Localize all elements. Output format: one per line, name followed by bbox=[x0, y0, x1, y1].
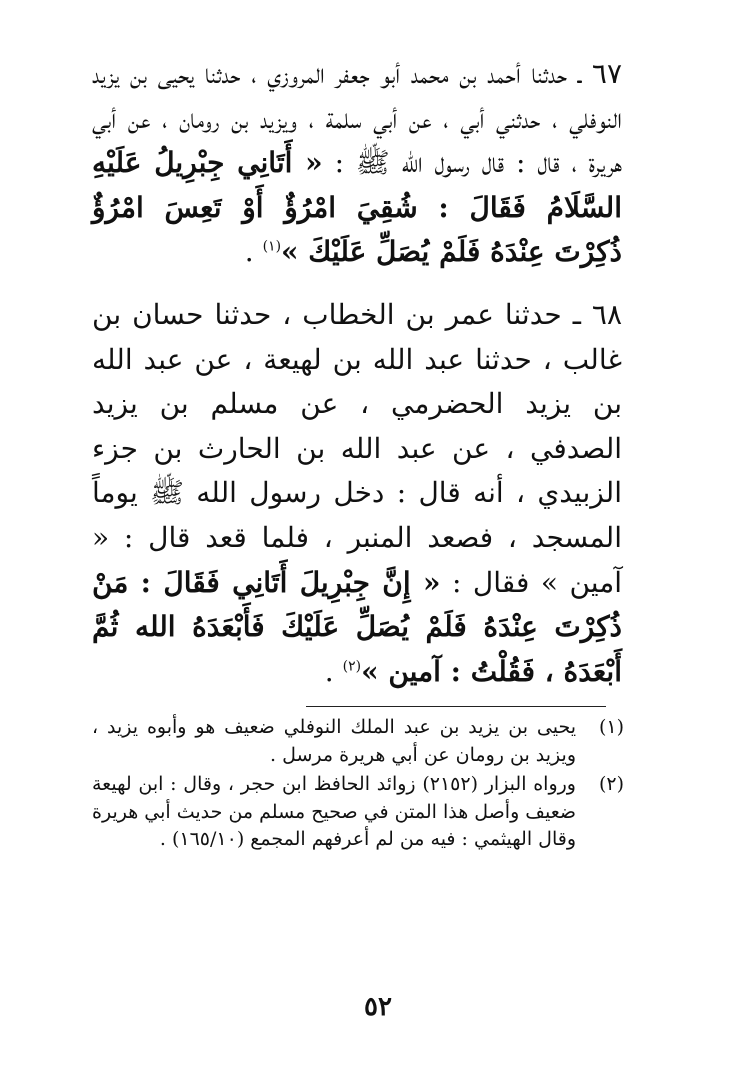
hadith-number: ٦٨ bbox=[591, 297, 622, 331]
footnote-text: يحيى بن يزيد بن عبد الملك النوفلي ضعيف هو وأبوه يزيد ، ويزيد بن رومان عن أبي هريرة مرسل . bbox=[92, 716, 576, 766]
footnote-1 bbox=[92, 714, 624, 769]
main-text bbox=[92, 52, 622, 712]
hadith-paragraph: ٦٨ ـ حدثنا عمر بن الخطاب ، حدثنا حسان بن غالب ، حدثنا عبد الله بن لهيعة ، عن عبد الله بن يزيد الحضرمي ، عن مسلم بن يزيد الصدفي ، عن عبد الله بن الحارث بن جزء الزبيدي ، أنه قال : دخل رسول الله ﷺ يوماً المسجد ، فصعد المنبر ، فلما قعد قال : « آمين » فقال : « إِنَّ جِبْرِيلَ أَتَانِي فَقَالَ : مَنْ ذُكِرْتَ عِنْدَهُ فَلَمْ يُصَلِّ عَلَيْكَ فَأَبْعَدَهُ الله ثُمَّ أَبْعَدَهُ ، فَقُلْتُ : آمين »$^{(٢)}$ . bbox=[92, 297, 623, 688]
footnote-divider bbox=[306, 706, 606, 707]
footnote-ref[interactable]: (٢) bbox=[342, 658, 362, 675]
hadith-number: ٦٧ bbox=[591, 57, 622, 90]
footnote-marker: (١) bbox=[598, 716, 624, 738]
hadith-intro: حدثنا عمر بن الخطاب ، حدثنا حسان بن غالب ، حدثنا عبد الله بن لهيعة ، عن عبد الله بن يزيد الحضرمي ، عن مسلم بن يزيد الصدفي ، عن عبد الله بن الحارث بن جزء الزبيدي ، أنه قال : دخل رسول الله ﷺ يوماً المسجد ، فصعد المنبر ، فلما قعد قال : « آمين » فقال : bbox=[92, 297, 623, 599]
hadith-quote: « أَتَانِي جِبْرِيلُ عَلَيْهِ السَّلَامُ فَقَالَ : شُقِيَ امْرُؤٌ أَوْ تَعِسَ امْرُؤٌ ذُكِرْتَ عِنْدَهُ فَلَمْ يُصَلِّ عَلَيْكَ » bbox=[92, 146, 622, 269]
hadith-ending: . bbox=[244, 235, 263, 269]
footnote-text: ورواه البزار (٢١٥٢) زوائد الحافظ ابن حجر ، وقال : ابن لهيعة ضعيف وأصل هذا المتن في صحيح مسلم من حديث أبي هريرة وقال الهيثمي : فيه من لم أعرفهم المجمع (١٦٥/١٠) . bbox=[92, 773, 576, 850]
hadith-quote: « إِنَّ جِبْرِيلَ أَتَانِي فَقَالَ : مَنْ ذُكِرْتَ عِنْدَهُ فَلَمْ يُصَلِّ عَلَيْكَ فَأَبْعَدَهُ الله ثُمَّ أَبْعَدَهُ ، فَقُلْتُ : آمين » bbox=[92, 565, 622, 688]
hadith-ending: . bbox=[324, 654, 343, 688]
footnote-marker: (٢) bbox=[598, 773, 624, 795]
page-number: ٥٢ bbox=[364, 992, 392, 1022]
footnote-2 bbox=[92, 771, 624, 854]
hadith-67 bbox=[92, 52, 622, 275]
hadith-paragraph: ٦٧ ـ حدثنا أحمد بن محمد أبو جعفر المروزي ، حدثنا يحيى بن يزيد النوفلي ، حدثني أبي ، عن أبي سلمة ، ويزيد بن رومان ، عن أبي هريرة ، قال : قال رسول الله ﷺ : « أَتَانِي جِبْرِيلُ عَلَيْهِ السَّلَامُ فَقَالَ : شُقِيَ امْرُؤٌ أَوْ تَعِسَ امْرُؤٌ ذُكِرْتَ عِنْدَهُ فَلَمْ يُصَلِّ عَلَيْكَ »$^{(١)}$ . bbox=[92, 57, 623, 269]
footnotes bbox=[92, 714, 624, 856]
hadith-intro: حدثنا أحمد بن محمد أبو جعفر المروزي ، حدثنا يحيى بن يزيد النوفلي ، حدثني أبي ، عن أبي سلمة ، ويزيد بن رومان ، عن أبي هريرة ، قال : قال رسول الله ﷺ : bbox=[92, 57, 623, 180]
footnote-ref[interactable]: (١) bbox=[262, 239, 282, 256]
hadith-68 bbox=[92, 293, 622, 694]
